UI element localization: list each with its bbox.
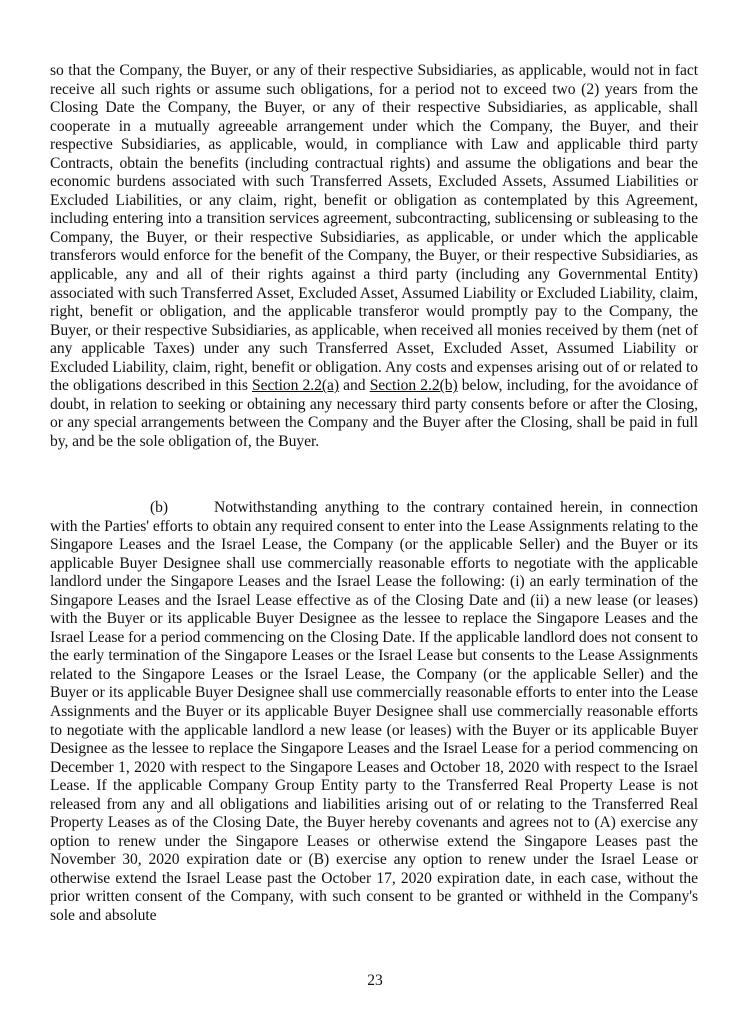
paragraph-b-text: Notwithstanding anything to the contrary contained herein, in connection with the Parties' efforts to obtain any required consent to enter into the Lease Assignments relating to the Singapore Leases and the Israel Lease, the Company (or the applicable Seller) and the Buyer or its applicable Buyer Designee shall use commercially reasonable efforts to negotiate with the applicable landlord under the Singapore Leases and the Israel Lease the following: (i) an early termination of the Singapore Leases and the Israel Lease effective as of the Closing Date and (ii) a new lease (or leases) with the Buyer or its applicable Buyer Designee as the lessee to replace the Singapore Leases and the Israel Lease for a period commencing on the Closing Date. If the applicable landlord does not consent to the early termination of the Singapore Leases or the Israel Lease but consents to the Lease Assignments related to the Singapore Leases or the Israel Lease, the Company (or the applicable Seller) and the Buyer or its applicable Buyer Designee shall use commercially reasonable efforts to enter into the Lease Assignments and the Buyer or its applicable Buyer Designee shall use commercially reasonable efforts to negotiate with the applicable landlord a new lease (or leases) with the Buyer or its applicable Buyer Designee as the lessee to replace the Singapore Leases and the Israel Lease for a period commencing on December 1, 2020 with respect to the Singapore Leases and October 18, 2020 with respect to the Israel Lease. If the applicable Company Group Entity party to the Transferred Real Property Lease is not released from any and all obligations and liabilities arising out of or relating to the Transferred Real Property Leases as of the Closing Date, the Buyer hereby covenants and agrees not to (A) exercise any option to renew under the Singapore Leases or otherwise extend the Singapore Leases past the November 30, 2020 expiration date or (B) exercise any option to renew under the Israel Lease or otherwise extend the Israel Lease past the October 17, 2020 expiration date, in each case, without the prior written consent of the Company, with such consent to be granted or withheld in the Company's sole and absolute	[50, 499, 699, 925]
section-reference-2-2-a: Section 2.2(a)	[251, 377, 340, 395]
paragraph-a-text-2: and	[339, 377, 370, 395]
paragraph-a-text-1: so that the Company, the Buyer, or any of their respective Subsidiaries, as applicable, would not in fact receive all such rights or assume such obligations, for a period not to exceed two (2) years from the Closing Date the Company, the Buyer, or any of their respective Subsidiaries, as applicable, shall cooperate in a mutually agreeable arrangement under which the Company, the Buyer, and their respective Subsidiaries, as applicable, would, in compliance with Law and applicable third party Contracts, obtain the benefits (including contractual rights) and assume the obligations and bear the economic burdens associated with such Transferred Assets, Excluded Assets, Assumed Liabilities or Excluded Liabilities, or any claim, right, benefit or obligation as contemplated by this Agreement, including entering into a transition services agreement, subcontracting, sublicensing or subleasing to the Company, the Buyer, or their respective Subsidiaries, as applicable, or under which the applicable transferors would enforce for the benefit of the Company, the Buyer, or their respective Subsidiaries, as applicable, any and all of their rights against a third party (including any Governmental Entity) associated with such Transferred Asset, Excluded Asset, Assumed Liability or Excluded Liability, claim, right, benefit or obligation, and the applicable transferor would promptly pay to the Company, the Buyer, or their respective Subsidiaries, as applicable, when received all monies received by them (net of any applicable Taxes) under any such Transferred Asset, Excluded Asset, Assumed Liability or Excluded Liability, claim, right, benefit or obligation. Any costs and expenses arising out of or related to the obligations described in this	[50, 62, 698, 395]
paragraph-b-label: (b)	[150, 499, 169, 516]
paragraph-b	[50, 499, 698, 926]
section-reference-2-2-b: Section 2.2(b)	[369, 377, 458, 395]
paragraph-a	[50, 62, 698, 451]
paragraph-a-text-3: below, including, for the avoidance of doubt, in relation to seeking or obtaining any necessary third party consents before or after the Closing, or any special arrangements between the Company and the Buyer after the Closing, shall be paid in full by, and be the sole obligation of, the Buyer.	[50, 377, 698, 450]
page-number: 23	[367, 972, 383, 989]
